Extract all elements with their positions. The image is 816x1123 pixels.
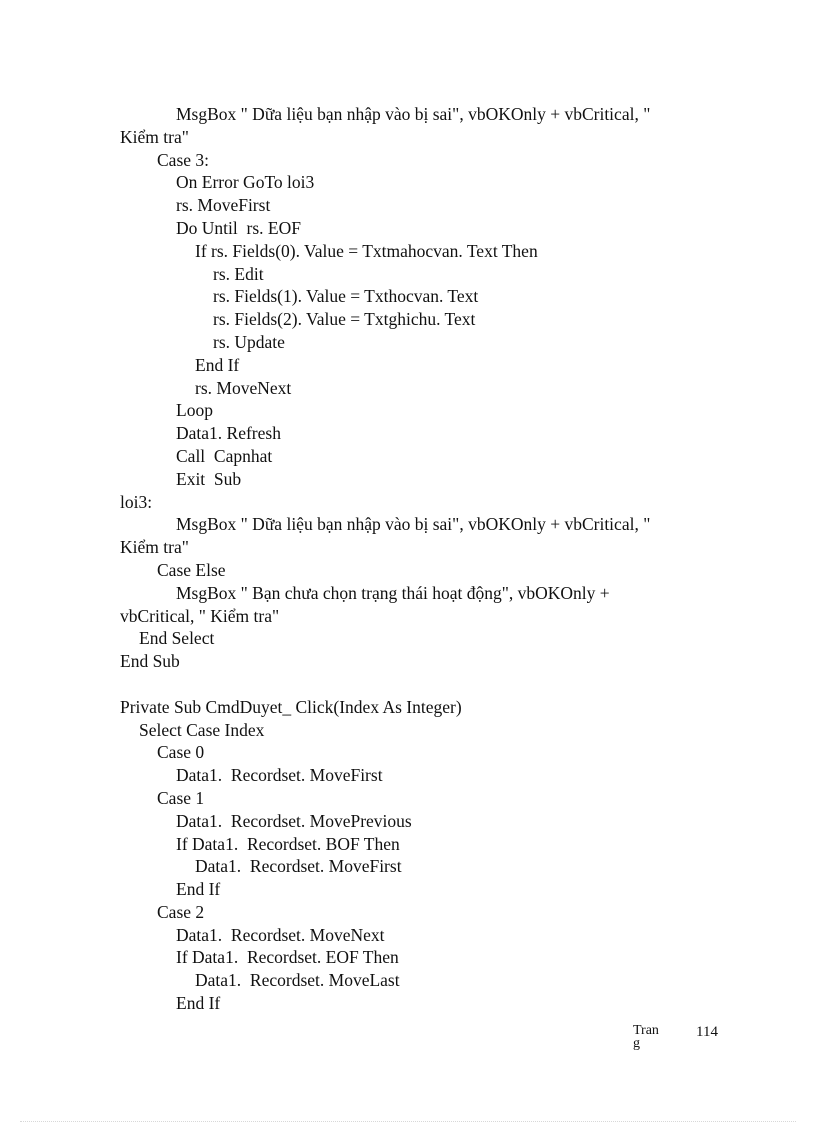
code-line: rs. Fields(1). Value = Txthocvan. Text	[213, 286, 479, 307]
code-line: End Sub	[120, 651, 180, 672]
code-line: If Data1. Recordset. EOF Then	[176, 947, 399, 968]
code-line: On Error GoTo loi3	[176, 172, 315, 193]
code-line: vbCritical, " Kiểm tra"	[120, 605, 280, 626]
blank-line	[120, 673, 720, 696]
code-line: Loop	[176, 400, 213, 421]
code-line: rs. Edit	[213, 263, 264, 284]
code-line: Data1. Recordset. MovePrevious	[176, 810, 412, 831]
code-line: Data1. Recordset. MoveFirst	[176, 765, 383, 786]
code-line: If Data1. Recordset. BOF Then	[176, 833, 400, 854]
code-line: If rs. Fields(0). Value = Txtmahocvan. Text Then	[195, 240, 538, 261]
code-line: rs. Update	[213, 331, 285, 352]
code-line: rs. MoveNext	[195, 377, 292, 398]
code-line: Data1. Recordset. MoveFirst	[195, 856, 402, 877]
code-line: Exit Sub	[176, 468, 242, 489]
code-line: End If	[195, 354, 240, 375]
code-line: Case 2	[157, 901, 205, 922]
code-line: End If	[176, 879, 221, 900]
code-line: End If	[176, 993, 221, 1014]
code-line: MsgBox " Dữa liệu bạn nhập vào bị sai", vbOKOnly + vbCritical, "	[176, 514, 651, 535]
page-number: 114	[696, 1024, 718, 1040]
page-bottom-divider	[20, 1121, 796, 1122]
code-line: Case 3:	[157, 149, 210, 170]
code-line: rs. Fields(2). Value = Txtghichu. Text	[213, 309, 476, 330]
code-line: rs. MoveFirst	[176, 195, 271, 216]
code-line: Case 1	[157, 787, 205, 808]
code-line: Case 0	[157, 742, 205, 763]
code-line: Call Capnhat	[176, 445, 273, 466]
code-listing	[120, 103, 720, 1015]
code-line: Data1. Recordset. MoveNext	[176, 924, 385, 945]
code-line: Data1. Recordset. MoveLast	[195, 970, 400, 991]
code-line: Private Sub CmdDuyet_ Click(Index As Integer)	[120, 696, 462, 717]
code-line: Select Case Index	[139, 719, 265, 740]
code-line: End Select	[139, 628, 215, 649]
code-line: MsgBox " Bạn chưa chọn trạng thái hoạt động", vbOKOnly +	[176, 582, 610, 603]
page-label: Trang	[633, 1024, 659, 1051]
code-line: Case Else	[157, 559, 226, 580]
code-line: Kiểm tra"	[120, 126, 189, 147]
code-line: MsgBox " Dữa liệu bạn nhập vào bị sai", vbOKOnly + vbCritical, "	[176, 104, 651, 124]
code-line: Kiểm tra"	[120, 537, 189, 558]
code-line: loi3:	[120, 491, 153, 512]
code-line: Data1. Refresh	[176, 423, 281, 444]
code-line: Do Until rs. EOF	[176, 217, 301, 238]
